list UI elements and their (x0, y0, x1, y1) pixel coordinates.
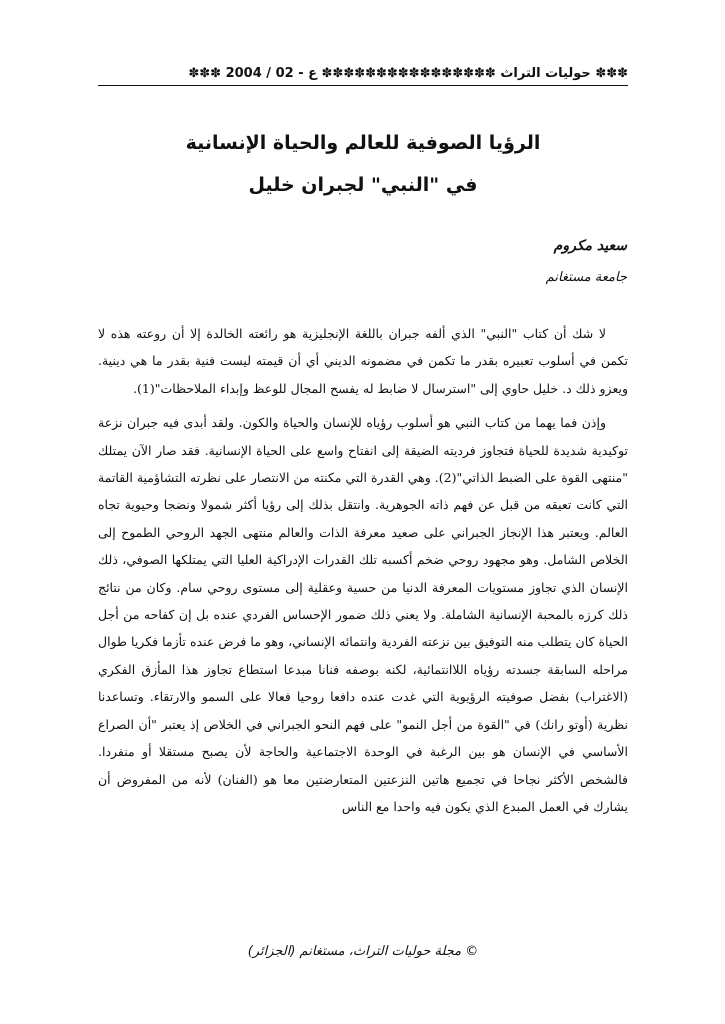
author-affiliation: جامعة مستغانم (545, 270, 627, 285)
article-title-line-1: الرؤيا الصوفية للعالم والحياة الإنسانية (185, 132, 541, 154)
header-stars-left: ✽✽✽ (188, 66, 222, 81)
running-header (98, 64, 628, 84)
journal-name: حوليات التراث (500, 66, 591, 81)
header-divider (98, 85, 628, 86)
header-stars-middle: ✽✽✽✽✽✽✽✽✽✽✽✽✽✽✽✽ (321, 66, 496, 81)
page-footer: © مجلة حوليات التراث، مستغانم (الجزائر) (247, 944, 479, 959)
article-title-line-2: في "النبي" لجبران خليل (248, 174, 478, 196)
article-body (98, 320, 628, 827)
issue-number: ع - 02 / 2004 (225, 66, 317, 81)
author-name: سعيد مكروم (553, 238, 627, 254)
paragraph-1: لا شك أن كتاب "النبي" الذي ألفه جبران باللغة الإنجليزية هو رائعته الخالدة إلا أن روعته هذه لا تكمن في أسلوب تعبيره بقدر ما تكمن في مضمونه الديني أي أن قيمته ليست فنية بقدر ما هي دينية. ويعزو ذلك د. خليل حاوي إلى "استرسال لا ضابط له يفسح المجال للوعظ وإبداء الملاحظات"(1). (98, 326, 628, 396)
header-stars-right: ✽✽✽ (595, 66, 628, 81)
paragraph-2: وإذن فما يهما من كتاب النبي هو أسلوب رؤياه للإنسان والحياة والكون. ولقد أبدى فيه جبران نزعة توكيدية شديدة للحياة فتجاوز فرديته الضيقة إلى انفتاح واسع على الحياة الإنسانية. فقد صار الآن يمتلك "منتهى القوة على الضبط الذاتي"(2). وهي القدرة التي مكنته من الانتصار على نظرته التشاؤمية القاتمة التي كانت تعيقه من قبل عن فهم ذاته الجوهرية. وانتقل بذلك إلى رؤيا أكثر شمولا ونضجا وحيوية تجاه العالم. ويعتبر هذا الإنجاز الجبراني على صعيد معرفة الذات والعالم منتهى الجهد الروحي الطموح إلى الخلاص الشامل. وهو مجهود روحي ضخم أكسبه تلك القدرات الإدراكية العليا التي يمتلكها الصوفي، ذلك الإنسان الذي تجاوز مستويات المعرفة الدنيا من حسية وعقلية إلى مستوى روحي سام. وكان من نتائج ذلك كرزه بالمحبة الإنسانية الشاملة. ولا يعني ذلك ضمور الإحساس الفردي عنده بل إن كفاحه من أجل الحياة كان يتطلب منه التوفيق بين نزعته الفردية وانتمائه الإنساني، وهو ما فرض عنده تأزما فكريا طوال مراحله السابقة جسدته رؤياه اللاانتمائية، لكنه بوصفه فنانا مبدعا استطاع تجاوز هذا المأزق الفكري (الاغتراب) بفضل صوفيته الرؤيوية التي غدت عنده دافعا روحيا فعالا على السمو والارتقاء. وتساعدنا نظرية (أوتو رانك) في "القوة من أجل النمو" على فهم النحو الجبراني في الخلاص إذ يعتبر "أن الصراع الأساسي في الإنسان هو بين الرغبة في الوحدة الاجتماعية والحاجة لأن يصبح مستقلا أو منفردا. فالشخص الأكثر نجاحا في تجميع هاتين النزعتين المتعارضتين معا هو (الفنان) لأنه من المفروض أن يشارك في العمل المبدع الذي يكون فيه واحدا مع الناس (98, 415, 628, 814)
